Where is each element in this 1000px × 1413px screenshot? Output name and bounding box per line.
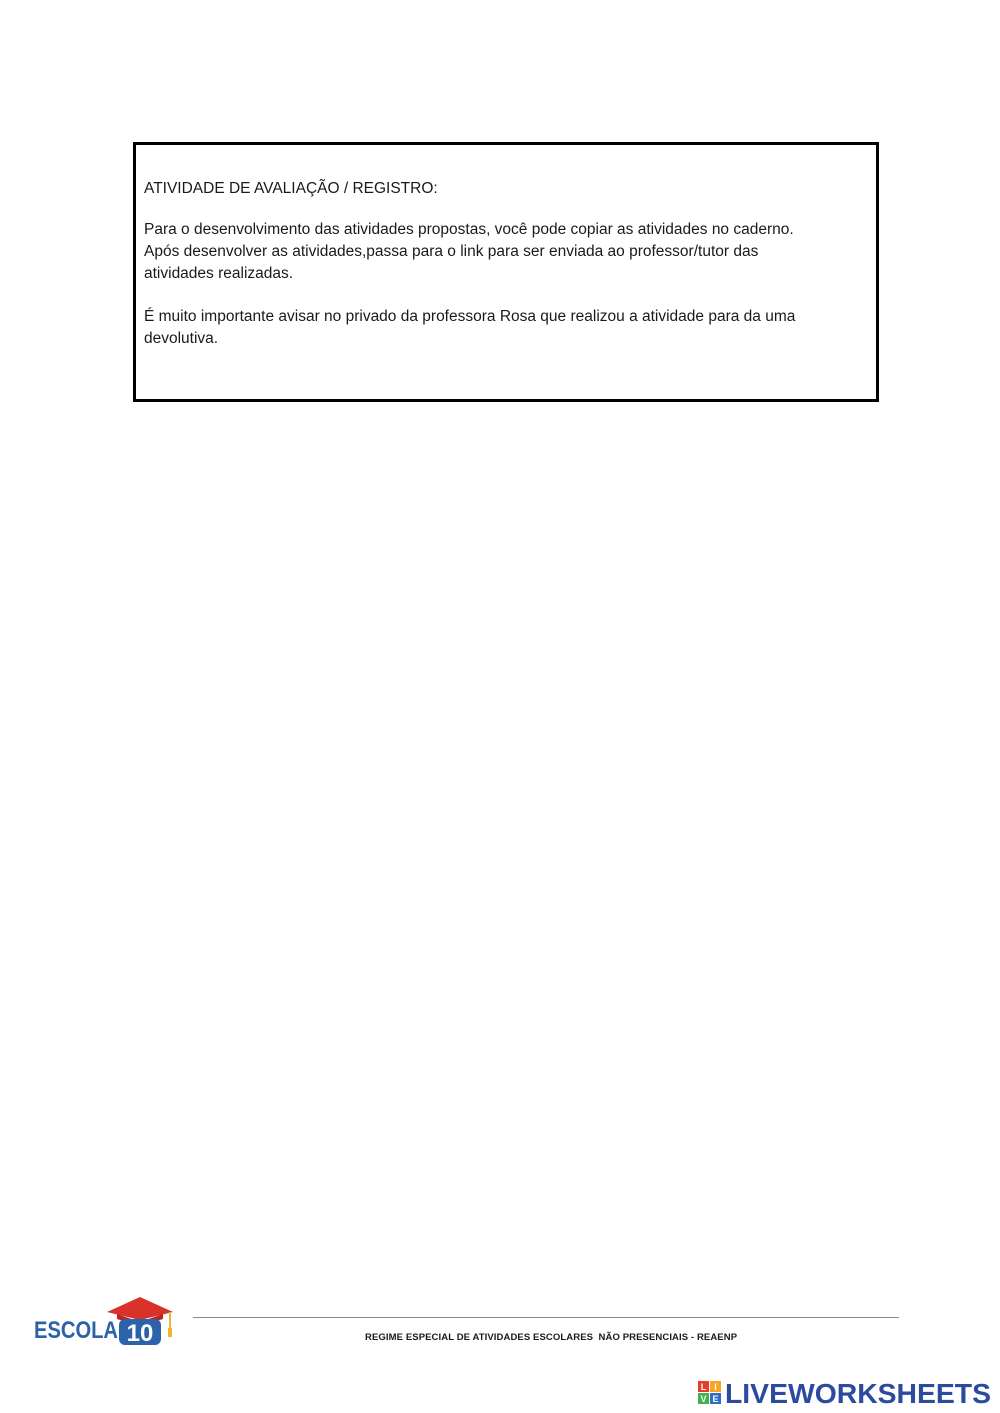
instruction-paragraph-1 (144, 219, 864, 285)
liveworksheets-watermark (696, 1376, 996, 1408)
paragraph-line: Após desenvolver as atividades,passa para o link para ser enviada ao professor/tutor das (144, 243, 759, 260)
footer-divider (193, 1317, 899, 1318)
svg-text:L: L (700, 1382, 707, 1392)
svg-text:I: I (714, 1382, 717, 1392)
tassel-icon (168, 1328, 172, 1337)
svg-text:E: E (712, 1394, 719, 1404)
instruction-title: ATIVIDADE DE AVALIAÇÃO / REGISTRO: (144, 180, 438, 197)
escola-10-logo (33, 1292, 178, 1348)
footer-program-text: REGIME ESPECIAL DE ATIVIDADES ESCOLARES NÃO PRESENCIAIS - REAENP (365, 1332, 738, 1343)
liveworksheets-wordmark: LIVEWORKSHEETS (725, 1378, 991, 1408)
paragraph-line: É muito importante avisar no privado da professora Rosa que realizou a atividade para da uma (144, 308, 796, 325)
paragraph-line: devolutiva. (144, 330, 219, 347)
paragraph-line: atividades realizadas. (144, 265, 294, 282)
paragraph-line: Para o desenvolvimento das atividades propostas, você pode copiar as atividades no caderno. (144, 221, 794, 238)
escola-number: 10 (126, 1320, 154, 1347)
instruction-paragraph-2 (144, 306, 864, 350)
escola-word: ESCOLA (34, 1317, 118, 1344)
svg-text:V: V (700, 1394, 707, 1404)
instruction-box (133, 142, 879, 402)
